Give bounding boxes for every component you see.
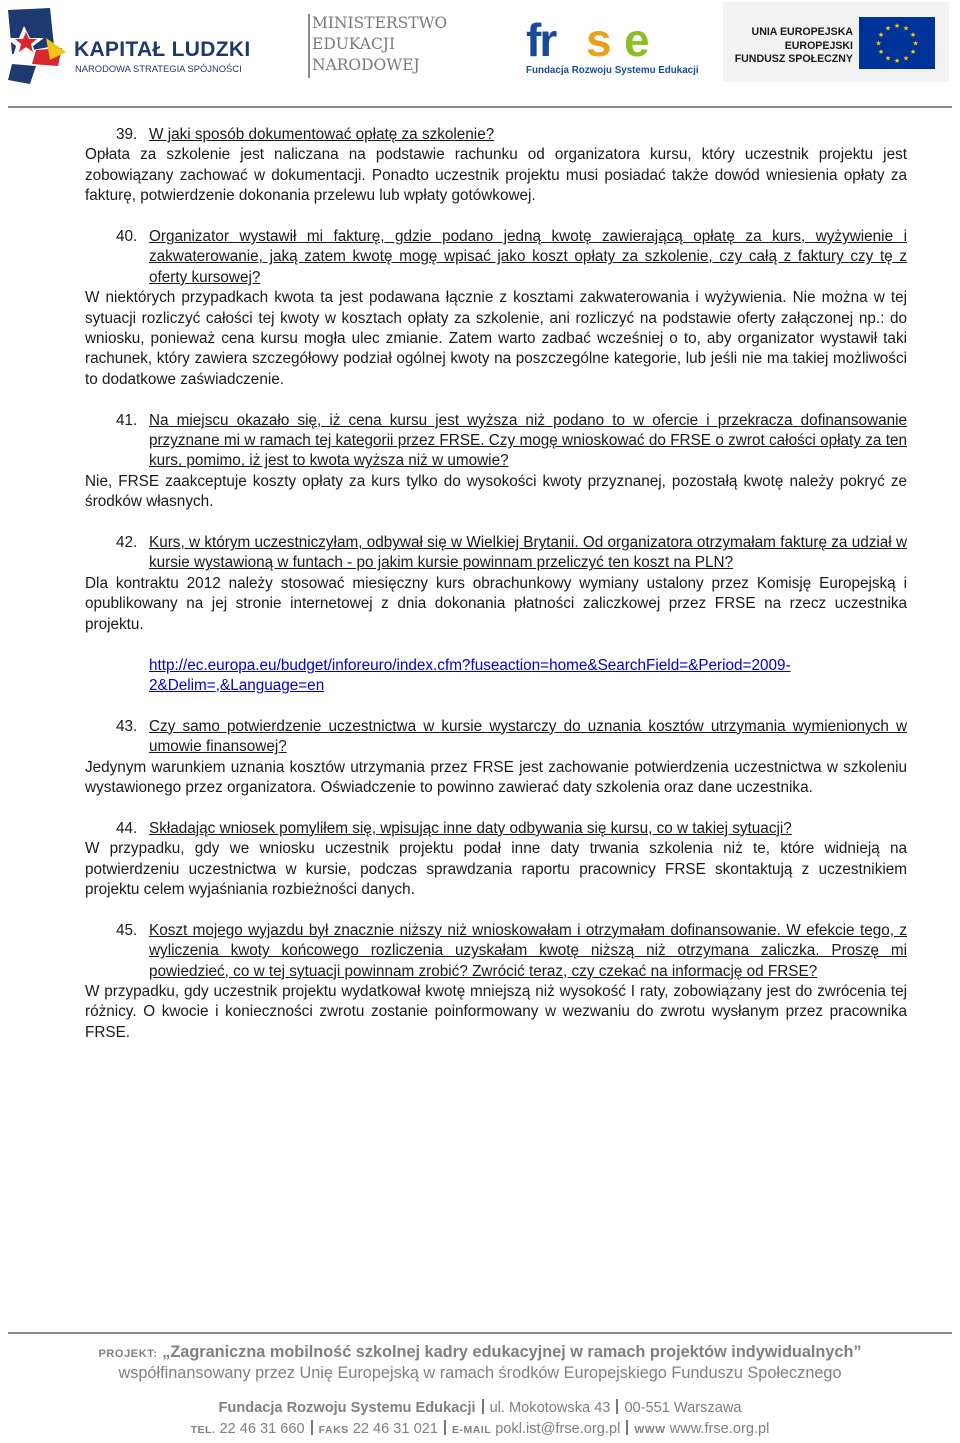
svg-text:fr: fr [526, 20, 556, 62]
svg-text:★: ★ [912, 39, 919, 48]
ue-line-2: EUROPEJSKI [784, 40, 853, 52]
inforeuro-link[interactable]: http://ec.europa.eu/budget/inforeuro/index.cfm?fuseaction=home&SearchField=&Period=2009-2&Delim=,&Language=en [149, 656, 791, 694]
svg-text:★: ★ [877, 48, 885, 56]
faq-question-text: Na miejscu okazało się, iż cena kursu jest wyższa niż podano to w ofercie i przekracza dofinansowanie przyznane mi w ramach tej kategorii przez FRSE. Czy mogę wnioskować do FRSE o zwrot całości opłaty za ten kurs, pomimo, iż jest to kwota wyższa niż w umowie? [149, 411, 907, 470]
ministerstwo-line-1: MINISTERSTWO [312, 14, 448, 32]
svg-text:★: ★ [902, 24, 910, 33]
footer-fax-label: FAKS [318, 1424, 349, 1436]
faq-question [85, 819, 907, 839]
frse-subtitle: Fundacja Rozwoju Systemu Edukacji [526, 65, 699, 76]
inforeuro-link-row [149, 656, 907, 697]
footer-separator [444, 1420, 446, 1435]
faq-number: 45. [116, 921, 138, 939]
faq-answer: Dla kontraktu 2012 należy stosować miesięczny kurs obrachunkowy wymiany ustalony przez Komisję Europejską i opublikowany na jej stronie internetowej z dnia dokonania płatności zaliczkowej przez FRSE na rzecz uczestnika projektu. [85, 574, 907, 633]
unia-europejska-logo [723, 2, 949, 82]
footer-email-label: E-MAIL [451, 1424, 492, 1436]
faq-number: 42. [116, 534, 138, 552]
faq-number: 44. [116, 819, 138, 837]
svg-text:★: ★ [884, 24, 892, 33]
footer-org-name: Fundacja Rozwoju Systemu Edukacji [218, 1400, 476, 1416]
faq-item-45 [85, 921, 907, 1043]
eu-flag-icon [859, 17, 935, 69]
svg-text:★: ★ [902, 54, 910, 63]
footer-tel: 22 46 31 660 [219, 1421, 305, 1437]
kapital-ludzki-logo [6, 8, 276, 86]
ministerstwo-line-3: NARODOWEJ [312, 56, 420, 74]
ue-line-3: FUNDUSZ SPOŁECZNY [734, 53, 853, 65]
faq-number: 39. [116, 126, 138, 143]
faq-answer: Nie, FRSE zaakceptuje koszty opłaty za kurs tylko do wysokości kwoty przyznanej, pozostałą kwotę należy pokryć ze środków własnych. [85, 472, 907, 511]
faq-number: 41. [116, 411, 138, 429]
faq-answer: W przypadku, gdy uczestnik projektu wydatkował kwotę mniejszą niż wysokość I raty, zobowiązany jest do zwrócenia tej różnicy. O kwocie i konieczności zwrotu zostanie poinformowany w wezwaniu do zwrotu wysłanym przez pracownika FRSE. [85, 982, 907, 1041]
faq-item-44 [85, 819, 907, 901]
footer-project [0, 1343, 960, 1362]
footer-separator [311, 1420, 313, 1435]
faq-question [116, 125, 907, 145]
svg-text:★: ★ [909, 48, 917, 56]
faq-item-41 [85, 411, 907, 513]
header-divider [8, 106, 952, 108]
svg-text:e: e [624, 20, 648, 62]
faq-question-text: Składając wniosek pomyliłem się, wpisując inne daty odbywania się kursu, co w takiej sytuacji? [149, 819, 792, 837]
kapital-ludzki-star-icon [6, 8, 68, 86]
footer-www[interactable]: www.frse.org.pl [669, 1421, 770, 1437]
faq-question [85, 921, 907, 982]
faq-question-text: Kurs, w którym uczestniczyłam, odbywał się w Wielkiej Brytanii. Od organizatora otrzymałam fakturę za udział w kursie wystawioną w funtach - po jakim kursie powinnam przeliczyć ten koszt na PLN? [149, 534, 907, 572]
faq-question [85, 227, 907, 288]
svg-text:★: ★ [893, 22, 901, 30]
faq-question-text: Koszt mojego wyjazdu był znacznie niższy niż wnioskowałam i otrzymałam dofinansowanie. W efekcie tego, z wyliczenia kwoty końcowego rozliczenia uzyskałam kwotę niższą niż otrzymana zaliczka. Proszę mi powiedzieć, co w tej sytuacji powinnam zrobić? Zwrócić teraz, czy czekać na informację od FRSE? [149, 921, 907, 980]
kapital-ludzki-subtitle: NARODOWA STRATEGIA SPÓJNOŚCI [75, 63, 242, 74]
footer-organization [0, 1399, 960, 1416]
footer-separator [626, 1420, 628, 1435]
footer-project-title: „Zagraniczna mobilność szkolnej kadry edukacyjnej w ramach projektów indywidualnych” [162, 1343, 862, 1361]
footer-separator [482, 1399, 484, 1414]
frse-wordmark [524, 20, 684, 62]
footer-separator [616, 1399, 618, 1414]
footer-divider [8, 1332, 952, 1334]
ministerstwo-bar [308, 14, 310, 78]
footer-address: ul. Mokotowska 43 [489, 1400, 611, 1416]
footer-project-label: PROJEKT: [98, 1348, 158, 1360]
ue-line-1: UNIA EUROPEJSKA [751, 26, 853, 38]
footer-www-label: WWW [634, 1424, 666, 1436]
faq-question [85, 411, 907, 472]
footer-fax: 22 46 31 021 [352, 1421, 438, 1437]
footer-cofinanced: współfinansowany przez Unię Europejską w ramach środków Europejskiego Funduszu Społecznego [118, 1364, 842, 1382]
svg-text:★: ★ [884, 54, 892, 63]
faq-item-39 [85, 125, 907, 207]
faq-number: 40. [116, 228, 138, 246]
ministerstwo-logo [308, 10, 458, 80]
faq-item-40 [85, 227, 907, 390]
faq-content [85, 125, 907, 1064]
faq-question [85, 533, 907, 574]
footer-postal: 00-551 Warszawa [624, 1400, 742, 1416]
faq-answer: W niektórych przypadkach kwota ta jest podawana łącznie z kosztami zakwaterowania i wyżywienia. Nie można w tej sytuacji rozliczyć całości tej kwoty w kosztach opłaty za szkolenie, ani rozliczyć na podstawie oferty załączonej np.: do wniosku, ponieważ cena kursu mogła ulec zmianie. Zatem warto zadbać wcześniej o to, aby organizator wystawił taki rachunek, który zawiera szczegółowy podział ogólnej kwoty na poszczególne kategorie, lub jeśli nie ma takiej możliwości to dodatkowe zaświadczenie. [85, 289, 907, 388]
svg-text:★: ★ [909, 31, 917, 39]
page-header [0, 0, 960, 108]
faq-item-43 [85, 717, 907, 799]
faq-number: 43. [116, 717, 138, 735]
footer-contact [0, 1420, 960, 1437]
faq-question-text: W jaki sposób dokumentować opłatę za szkolenie? [149, 126, 495, 143]
faq-question [85, 717, 907, 758]
faq-question-text: Czy samo potwierdzenie uczestnictwa w kursie wystarczy do uznania kosztów utrzymania wymienionych w umowie finansowej? [149, 717, 907, 756]
frse-logo [524, 20, 699, 84]
faq-item-42 [85, 533, 907, 696]
svg-text:★: ★ [893, 57, 901, 65]
page-footer [0, 1325, 960, 1443]
svg-text:s: s [586, 20, 610, 62]
ministerstwo-line-2: EDUKACJI [312, 35, 396, 53]
svg-text:★: ★ [875, 39, 882, 48]
faq-question-text: Organizator wystawił mi fakturę, gdzie podano jedną kwotę zawierającą opłatę za kurs, wyżywienie i zakwaterowanie, jaką zatem kwotę mogę wpisać jako koszt opłaty za szkolenie, czy całą z faktury czy tę z oferty kursowej? [149, 228, 907, 286]
faq-answer: Opłata za szkolenie jest naliczana na podstawie rachunku od organizatora kursu, który uczestnik projektu jest zobowiązany zachować w dokumentacji. Ponadto uczestnik projektu musi posiadać także dowód wniesienia opłaty za fakturę, potwierdzenie dokonania przelewu lub wpłaty gotówkowej. [85, 146, 907, 205]
kapital-ludzki-title: KAPITAŁ LUDZKI [74, 38, 251, 61]
svg-text:★: ★ [877, 31, 885, 39]
footer-tel-label: TEL. [190, 1424, 216, 1436]
faq-answer: W przypadku, gdy we wniosku uczestnik projektu podał inne daty trwania szkolenia niż te, które widnieją na potwierdzeniu uczestnictwa w kursie, podczas sprawdzania raportu pracownicy FRSE skontaktują z uczestnikiem projektu celem wyjaśniania rozbieżności danych. [85, 840, 907, 898]
faq-answer: Jedynym warunkiem uznania kosztów utrzymania przez FRSE jest zachowanie potwierdzenia uczestnictwa w szkoleniu wystawionego przez organizatora. Oświadczenie to powinno zawierać daty szkolenia oraz dane uczestnika. [85, 758, 907, 796]
footer-email[interactable]: pokl.ist@frse.org.pl [495, 1421, 621, 1437]
